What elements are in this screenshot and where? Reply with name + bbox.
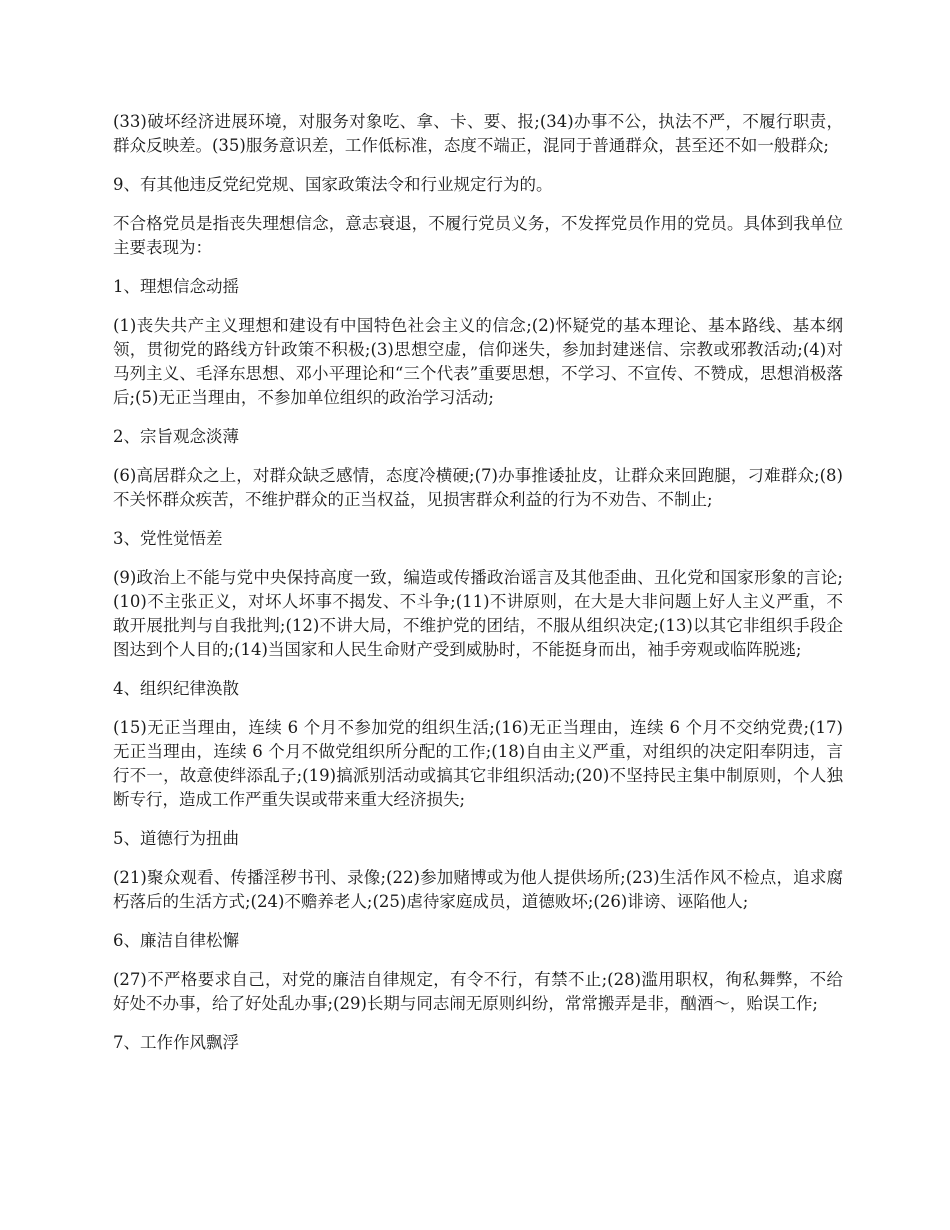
document-page	[113, 110, 843, 1070]
heading-5-morality: 5、道德行为扭曲	[113, 829, 239, 848]
paragraph-6-8: (6)高居群众之上，对群众缺乏感情，态度冷横硬;(7)办事推诿扯皮，让群众来回跑腿，刁难群众;(8)不关怀群众疾苦，不维护群众的正当权益，见损害群众利益的行为不劝告、不制止;	[113, 466, 843, 509]
heading-2-purpose: 2、宗旨观念淡薄	[113, 427, 239, 446]
heading-7-work-style: 7、工作作风飘浮	[113, 1033, 239, 1052]
heading-9: 9、有其他违反党纪党规、国家政策法令和行业规定行为的。	[113, 175, 553, 194]
heading-1-ideals: 1、理想信念动摇	[113, 277, 239, 296]
paragraph-1-5: (1)丧失共产主义理想和建设有中国特色社会主义的信念;(2)怀疑党的基本理论、基本路线、基本纲领，贯彻党的路线方针政策不积极;(3)思想空虚，信仰迷失，参加封建迷信、宗教或邪教活动;(4)对马列主义、毛泽东思想、邓小平理论和“三个代表”重要思想，不学习、不宣传、不赞成，思想消极落后;(5)无正当理由，不参加单位组织的政治学习活动;	[113, 316, 843, 407]
heading-3-party-spirit: 3、党性觉悟差	[113, 529, 223, 548]
paragraph-33-35: (33)破坏经济进展环境，对服务对象吃、拿、卡、要、报;(34)办事不公，执法不严，不履行职责，群众反映差。(35)服务意识差，工作低标准，态度不端正，混同于普通群众，甚至还不如一般群众;	[113, 112, 843, 155]
paragraph-9-14: (9)政治上不能与党中央保持高度一致，编造或传播政治谣言及其他歪曲、丑化党和国家形象的言论;(10)不主张正义，对坏人坏事不揭发、不斗争;(11)不讲原则，在大是大非问题上好人主义严重，不敢开展批判与自我批判;(12)不讲大局，不维护党的团结，不服从组织决定;(13)以其它非组织手段企图达到个人目的;(14)当国家和人民生命财产受到威胁时，不能挺身而出，袖手旁观或临阵脱逃;	[113, 568, 843, 659]
paragraph-15-20: (15)无正当理由，连续 6 个月不参加党的组织生活;(16)无正当理由，连续 6 个月不交纳党费;(17)无正当理由，连续 6 个月不做党组织所分配的工作;(18)自由主义严重，对组织的决定阳奉阴违，言行不一，故意使绊添乱子;(19)搞派别活动或搞其它非组织活动;(20)不坚持民主集中制原则，个人独断专行，造成工作严重失误或带来重大经济损失;	[113, 718, 843, 809]
paragraph-21-26: (21)聚众观看、传播淫秽书刊、录像;(22)参加赌博或为他人提供场所;(23)生活作风不检点，追求腐朽落后的生活方式;(24)不赡养老人;(25)虐待家庭成员，道德败坏;(26)诽谤、诬陷他人;	[113, 868, 843, 911]
paragraph-unqualified-definition: 不合格党员是指丧失理想信念，意志衰退，不履行党员义务，不发挥党员作用的党员。具体到我单位主要表现为：	[113, 214, 843, 257]
heading-6-integrity: 6、廉洁自律松懈	[113, 931, 239, 950]
paragraph-27-29: (27)不严格要求自己，对党的廉洁自律规定，有令不行，有禁不止;(28)滥用职权，徇私舞弊，不给好处不办事，给了好处乱办事;(29)长期与同志闹无原则纠纷，常常搬弄是非，酗酒～，贻误工作;	[113, 970, 843, 1013]
heading-4-discipline: 4、组织纪律涣散	[113, 679, 239, 698]
